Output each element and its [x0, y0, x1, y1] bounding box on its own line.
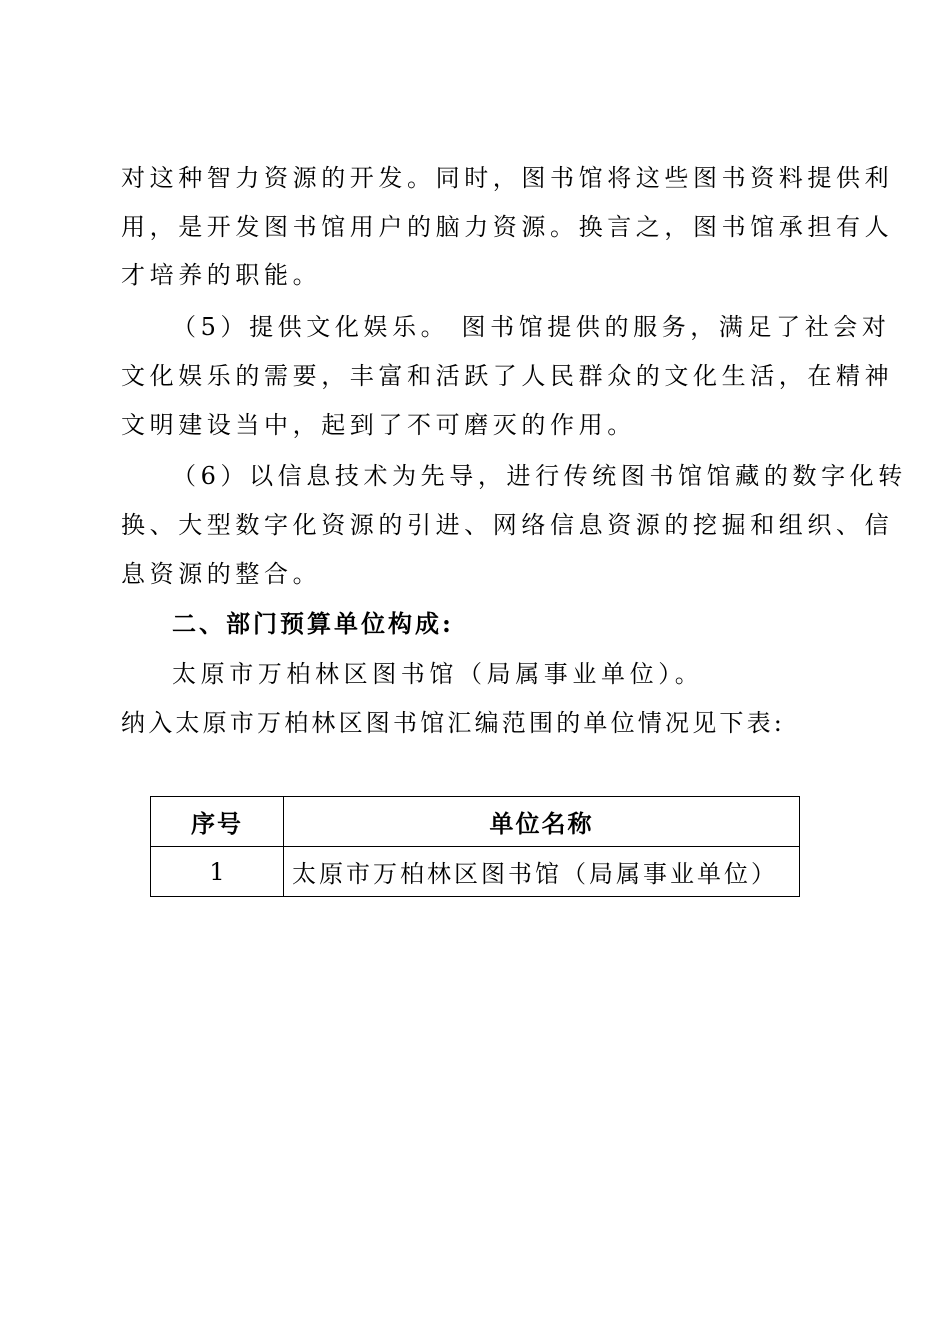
paragraph-line: 才培养的职能。	[121, 261, 322, 289]
header-unit-name: 单位名称	[284, 797, 800, 847]
paragraph-line: 对这种智力资源的开发。同时，图书馆将这些图书资料提供利	[121, 164, 894, 192]
table-header-row	[151, 797, 800, 847]
cell-serial-number: 1	[151, 847, 284, 897]
header-serial-number: 序号	[151, 797, 284, 847]
unit-statement: 太原市万柏林区图书馆（局属事业单位）。	[172, 660, 704, 688]
paragraph-line: （5）提供文化娱乐。 图书馆提供的服务，满足了社会对	[172, 313, 891, 341]
unit-table	[150, 796, 800, 897]
paragraph-line: 息资源的整合。	[121, 560, 322, 588]
paragraph-line: （6）以信息技术为先导，进行传统图书馆馆藏的数字化转	[172, 462, 907, 490]
paragraph-line: 文明建设当中，起到了不可磨灭的作用。	[121, 411, 636, 439]
section-heading: 二、部门预算单位构成:	[172, 609, 454, 638]
table-intro: 纳入太原市万柏林区图书馆汇编范围的单位情况见下表:	[121, 709, 786, 737]
paragraph-line: 用，是开发图书馆用户的脑力资源。换言之，图书馆承担有人	[121, 213, 894, 241]
table-row	[151, 847, 800, 897]
cell-unit-name: 太原市万柏林区图书馆（局属事业单位）	[284, 847, 800, 897]
paragraph-line: 文化娱乐的需要，丰富和活跃了人民群众的文化生活，在精神	[121, 362, 894, 390]
paragraph-line: 换、大型数字化资源的引进、网络信息资源的挖掘和组织、信	[121, 511, 894, 539]
